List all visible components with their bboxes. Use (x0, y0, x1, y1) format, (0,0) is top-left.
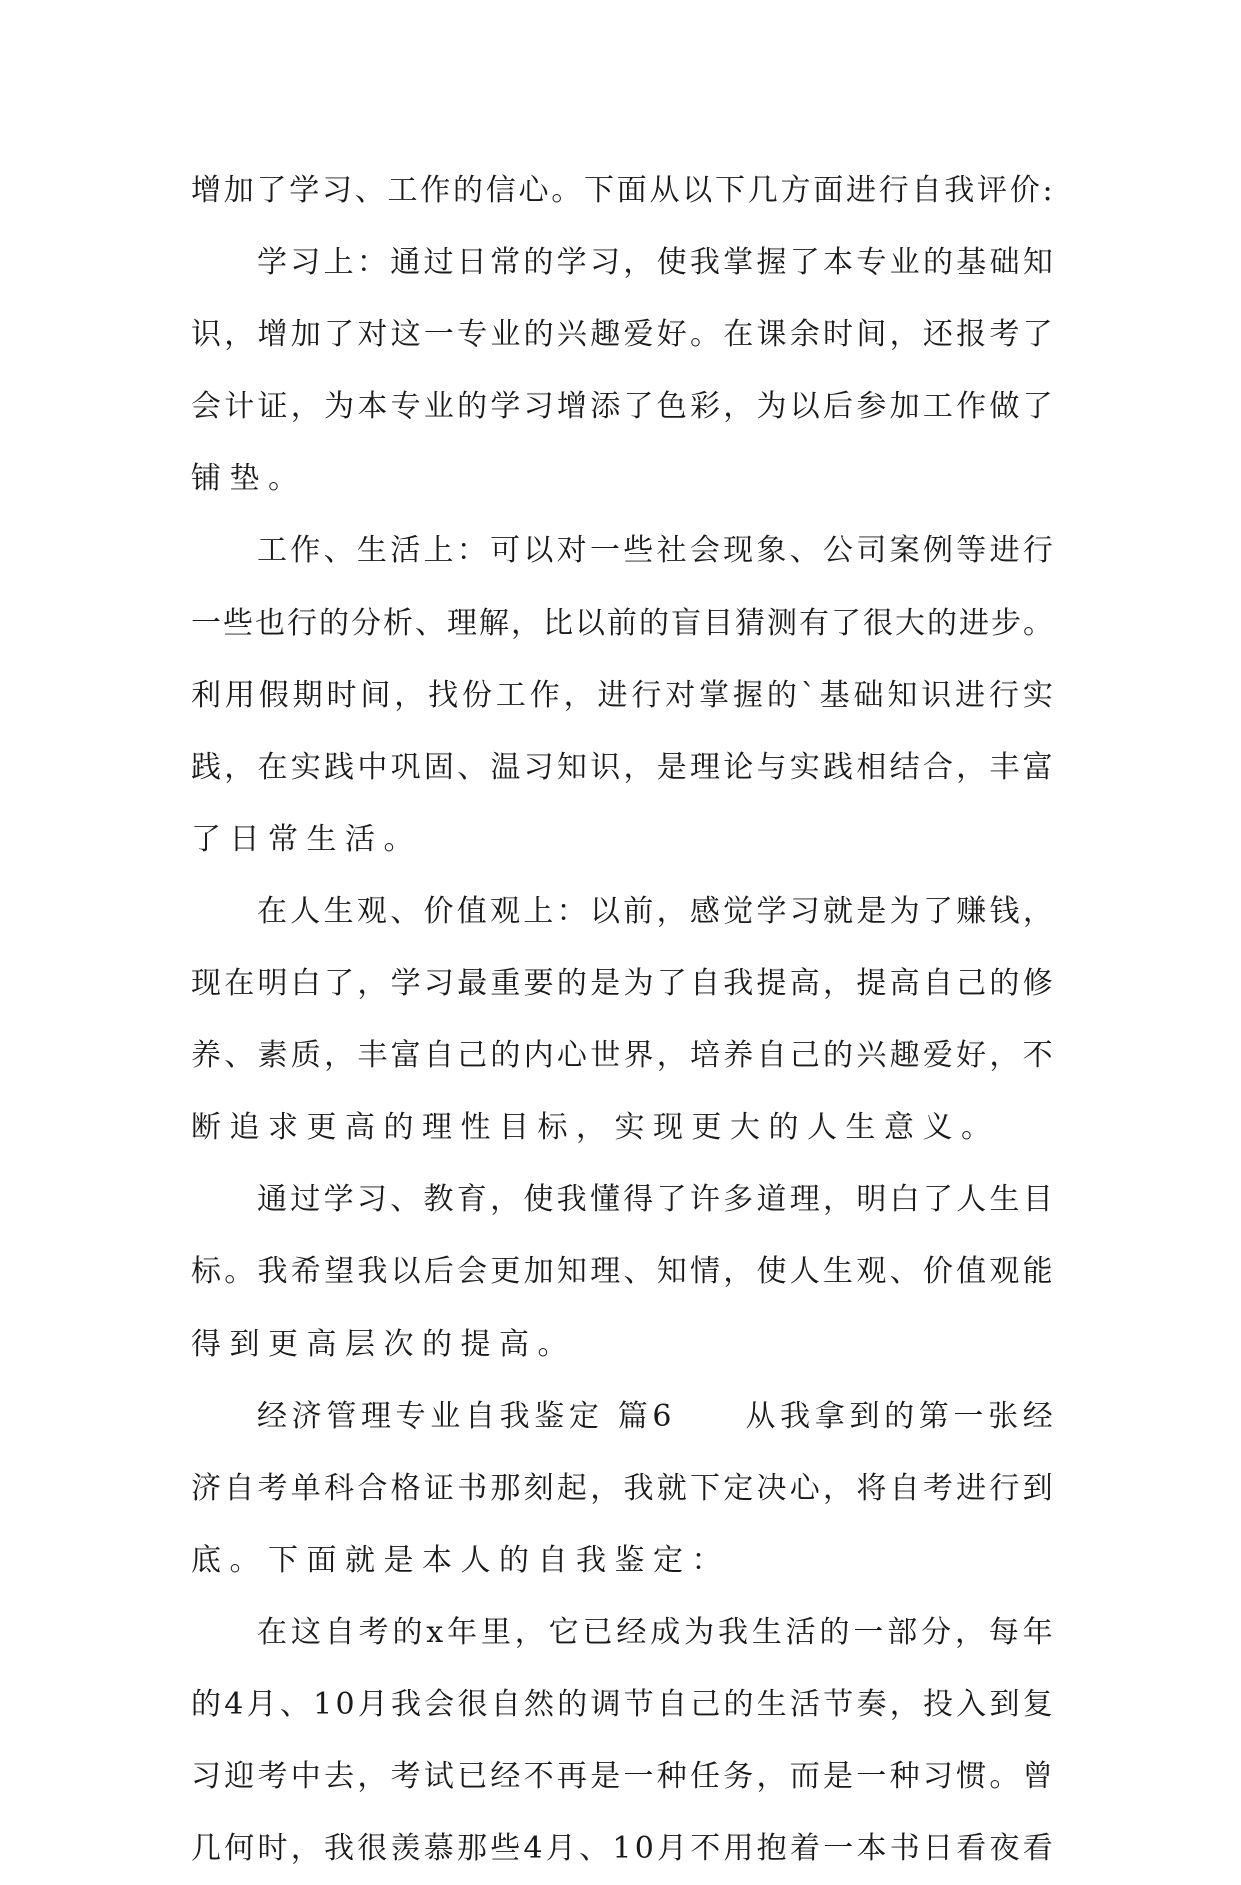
paragraph-line: 的 4 月 、 1 0 月 我 会 很 自 然 的 调 节 自 己 的 生 活 节 奏 ， 投 入 到 复 (191, 1686, 1053, 1722)
paragraph-line: 养 、 素 质 ， 丰 富 自 己 的 内 心 世 界 ， 培 养 自 己 的 兴 趣 爱 好 ， 不 (191, 1038, 1053, 1074)
document-page (191, 155, 1053, 1885)
paragraph-line: 一 些 也 行 的 分 析 、 理 解 ， 比 以 前 的 盲 目 猜 测 有 了 很 大 的 进 步 。 (191, 605, 1053, 641)
paragraph-line: 底。下面就是本人的自我鉴定： (191, 1542, 730, 1578)
paragraph-line: 断追求更高的理性目标，实现更大的人生意义。 (191, 1110, 1000, 1146)
paragraph-line: 在 这 自 考 的 x 年 里 ， 它 已 经 成 为 我 生 活 的 一 部 分 ， 每 年 (257, 1614, 1053, 1650)
paragraph-line: 几 何 时 ， 我 很 羡 慕 那 些 4 月 、 1 0 月 不 用 抱 着 一 本 书 日 看 夜 看 (191, 1831, 1053, 1867)
paragraph-line: 通 过 学 习 、 教 育 ， 使 我 懂 得 了 许 多 道 理 ， 明 白 了 人 生 目 (257, 1182, 1053, 1218)
paragraph-line: 济 自 考 单 科 合 格 证 书 那 刻 起 ， 我 就 下 定 决 心 ， 将 自 考 进 行 到 (191, 1470, 1053, 1506)
paragraph-line: 增 加 了 学 习 、 工 作 的 信 心 。 下 面 从 以 下 几 方 面 进 行 自 我 评 价 : (191, 173, 1053, 208)
paragraph-line: 得到更高层次的提高。 (191, 1326, 576, 1362)
paragraph-line: 会 计 证 ， 为 本 专 业 的 学 习 增 添 了 色 彩 ， 为 以 后 参 加 工 作 做 了 (191, 389, 1053, 425)
paragraph-line: 在 人 生 观 、 价 值 观 上 ： 以 前 ， 感 觉 学 习 就 是 为 了 赚 钱 ， (257, 893, 1053, 929)
paragraph-line: 铺垫。 (191, 461, 307, 497)
paragraph-line: 习 迎 考 中 去 ， 考 试 已 经 不 再 是 一 种 任 务 ， 而 是 一 种 习 惯 。 曾 (191, 1759, 1053, 1795)
paragraph-line: 学 习 上 ： 通 过 日 常 的 学 习 ， 使 我 掌 握 了 本 专 业 的 基 础 知 (257, 245, 1053, 281)
paragraph-line: 践 ， 在 实 践 中 巩 固 、 温 习 知 识 ， 是 理 论 与 实 践 相 结 合 ， 丰 富 (191, 749, 1053, 785)
paragraph-line: 利 用 假 期 时 间 ， 找 份 工 作 ， 进 行 对 掌 握 的 ` 基 础 知 识 进 行 实 (191, 677, 1053, 713)
paragraph-line: 现 在 明 白 了 ， 学 习 最 重 要 的 是 为 了 自 我 提 高 ， 提 高 自 己 的 修 (191, 966, 1053, 1002)
paragraph-line: 经 济 管 理 专 业 自 我 鉴 定 篇 6 从 我 拿 到 的 第 一 张 经 (257, 1398, 1053, 1434)
paragraph-line: 了日常生活。 (191, 821, 422, 857)
paragraph-line: 识 ， 增 加 了 对 这 一 专 业 的 兴 趣 爱 好 。 在 课 余 时 间 ， 还 报 考 了 (191, 317, 1053, 353)
paragraph-line: 工 作 、 生 活 上 ： 可 以 对 一 些 社 会 现 象 、 公 司 案 例 等 进 行 (257, 533, 1053, 569)
paragraph-line: 标 。 我 希 望 我 以 后 会 更 加 知 理 、 知 情 ， 使 人 生 观 、 价 值 观 能 (191, 1254, 1053, 1290)
